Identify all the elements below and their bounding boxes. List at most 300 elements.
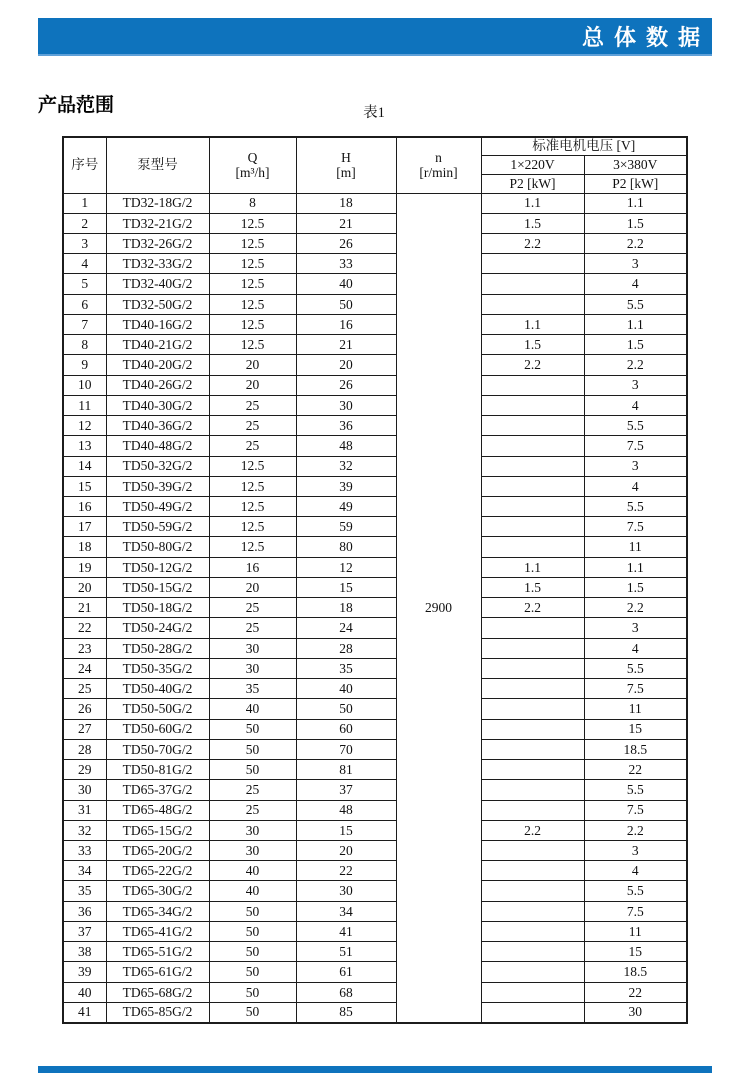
p2-380-value: 3 — [584, 456, 687, 476]
col-header-380v: 3×380V — [584, 155, 687, 174]
p2-380-value: 18.5 — [584, 962, 687, 982]
pump-model: TD65-15G/2 — [106, 820, 209, 840]
q-value: 25 — [209, 618, 296, 638]
h-value: 18 — [296, 193, 396, 213]
p2-380-value: 11 — [584, 921, 687, 941]
q-value: 50 — [209, 760, 296, 780]
table-row — [63, 962, 687, 982]
p2-380-value: 15 — [584, 942, 687, 962]
q-value: 25 — [209, 598, 296, 618]
table-caption: 表1 — [363, 105, 385, 121]
table-row — [63, 557, 687, 577]
table-row — [63, 517, 687, 537]
row-index: 20 — [63, 577, 106, 597]
row-index: 3 — [63, 233, 106, 253]
table-row — [63, 760, 687, 780]
table-row — [63, 213, 687, 233]
p2-220-value — [481, 638, 584, 658]
h-value: 50 — [296, 699, 396, 719]
n-unit: [r/min] — [419, 165, 458, 181]
h-value: 33 — [296, 254, 396, 274]
table-row — [63, 598, 687, 618]
q-value: 20 — [209, 355, 296, 375]
row-index: 4 — [63, 254, 106, 274]
pump-model: TD50-39G/2 — [106, 476, 209, 496]
p2-220-value — [481, 618, 584, 638]
pump-model: TD50-60G/2 — [106, 719, 209, 739]
p2-220-value — [481, 436, 584, 456]
n-speed-value: 2900 — [396, 193, 481, 1023]
pump-model: TD65-22G/2 — [106, 861, 209, 881]
h-value: 18 — [296, 598, 396, 618]
q-value: 16 — [209, 557, 296, 577]
p2-220-value: 1.1 — [481, 314, 584, 334]
table-row — [63, 416, 687, 436]
row-index: 34 — [63, 861, 106, 881]
h-value: 40 — [296, 274, 396, 294]
h-symbol: H — [341, 149, 351, 165]
row-index: 23 — [63, 638, 106, 658]
table-row — [63, 314, 687, 334]
table-row — [63, 274, 687, 294]
q-value: 12.5 — [209, 335, 296, 355]
p2-380-value: 2.2 — [584, 598, 687, 618]
p2-220-value — [481, 841, 584, 861]
p2-380-value: 4 — [584, 274, 687, 294]
row-index: 25 — [63, 679, 106, 699]
p2-380-value: 2.2 — [584, 233, 687, 253]
p2-220-value — [481, 921, 584, 941]
h-value: 61 — [296, 962, 396, 982]
p2-380-value: 11 — [584, 537, 687, 557]
q-value: 30 — [209, 841, 296, 861]
p2-220-value: 2.2 — [481, 355, 584, 375]
q-value: 30 — [209, 658, 296, 678]
p2-220-value — [481, 537, 584, 557]
p2-220-value — [481, 739, 584, 759]
p2-380-value: 22 — [584, 760, 687, 780]
p2-380-value: 1.5 — [584, 213, 687, 233]
h-value: 68 — [296, 982, 396, 1002]
h-value: 15 — [296, 577, 396, 597]
q-value: 12.5 — [209, 233, 296, 253]
pump-model: TD65-41G/2 — [106, 921, 209, 941]
pump-model: TD65-20G/2 — [106, 841, 209, 861]
table-row — [63, 982, 687, 1002]
pump-model: TD40-20G/2 — [106, 355, 209, 375]
table-row — [63, 699, 687, 719]
q-value: 20 — [209, 375, 296, 395]
row-index: 31 — [63, 800, 106, 820]
p2-220-value: 1.1 — [481, 557, 584, 577]
p2-220-value — [481, 1002, 584, 1022]
n-symbol: n — [435, 149, 442, 165]
q-value: 40 — [209, 699, 296, 719]
col-header-p2-220: P2 [kW] — [481, 174, 584, 193]
table-row — [63, 638, 687, 658]
p2-220-value — [481, 294, 584, 314]
q-value: 20 — [209, 577, 296, 597]
row-index: 5 — [63, 274, 106, 294]
q-value: 50 — [209, 982, 296, 1002]
table-body — [63, 193, 687, 1023]
row-index: 8 — [63, 335, 106, 355]
p2-380-value: 11 — [584, 699, 687, 719]
pump-model: TD65-30G/2 — [106, 881, 209, 901]
h-value: 51 — [296, 942, 396, 962]
row-index: 17 — [63, 517, 106, 537]
q-value: 12.5 — [209, 274, 296, 294]
pump-model: TD50-70G/2 — [106, 739, 209, 759]
pump-model: TD32-50G/2 — [106, 294, 209, 314]
q-value: 25 — [209, 416, 296, 436]
p2-220-value — [481, 861, 584, 881]
p2-380-value: 2.2 — [584, 820, 687, 840]
row-index: 21 — [63, 598, 106, 618]
p2-380-value: 3 — [584, 254, 687, 274]
row-index: 19 — [63, 557, 106, 577]
h-value: 48 — [296, 800, 396, 820]
p2-380-value: 18.5 — [584, 739, 687, 759]
h-value: 12 — [296, 557, 396, 577]
row-index: 38 — [63, 942, 106, 962]
table-row — [63, 254, 687, 274]
row-index: 26 — [63, 699, 106, 719]
h-value: 40 — [296, 679, 396, 699]
row-index: 35 — [63, 881, 106, 901]
p2-220-value — [481, 800, 584, 820]
q-value: 50 — [209, 962, 296, 982]
h-value: 59 — [296, 517, 396, 537]
table-row — [63, 658, 687, 678]
row-index: 16 — [63, 497, 106, 517]
q-value: 8 — [209, 193, 296, 213]
p2-380-value: 5.5 — [584, 497, 687, 517]
table-row — [63, 841, 687, 861]
table-header — [63, 137, 687, 193]
h-value: 16 — [296, 314, 396, 334]
h-value: 60 — [296, 719, 396, 739]
h-value: 20 — [296, 355, 396, 375]
product-range-table — [62, 136, 688, 1024]
h-value: 26 — [296, 233, 396, 253]
q-value: 12.5 — [209, 517, 296, 537]
table-row — [63, 497, 687, 517]
p2-380-value: 1.5 — [584, 335, 687, 355]
p2-380-value: 4 — [584, 638, 687, 658]
p2-380-value: 3 — [584, 841, 687, 861]
q-value: 50 — [209, 901, 296, 921]
table-row — [63, 861, 687, 881]
h-value: 85 — [296, 1002, 396, 1022]
p2-380-value: 4 — [584, 395, 687, 415]
col-header-q — [209, 137, 296, 193]
section-title: 产品范围 — [38, 95, 115, 116]
p2-380-value: 7.5 — [584, 517, 687, 537]
row-index: 11 — [63, 395, 106, 415]
h-value: 48 — [296, 436, 396, 456]
pump-model: TD65-51G/2 — [106, 942, 209, 962]
p2-220-value — [481, 719, 584, 739]
pump-model: TD65-85G/2 — [106, 1002, 209, 1022]
table-row — [63, 577, 687, 597]
pump-model: TD40-36G/2 — [106, 416, 209, 436]
h-value: 36 — [296, 416, 396, 436]
pump-model: TD65-68G/2 — [106, 982, 209, 1002]
h-value: 21 — [296, 335, 396, 355]
q-value: 25 — [209, 436, 296, 456]
q-value: 12.5 — [209, 314, 296, 334]
p2-220-value — [481, 375, 584, 395]
h-value: 28 — [296, 638, 396, 658]
table-row — [63, 294, 687, 314]
q-value: 25 — [209, 780, 296, 800]
p2-380-value: 2.2 — [584, 355, 687, 375]
q-value: 50 — [209, 942, 296, 962]
table-row — [63, 436, 687, 456]
table-row — [63, 335, 687, 355]
pump-model: TD65-34G/2 — [106, 901, 209, 921]
table-row — [63, 901, 687, 921]
row-index: 6 — [63, 294, 106, 314]
p2-380-value: 5.5 — [584, 416, 687, 436]
pump-model: TD32-18G/2 — [106, 193, 209, 213]
pump-model: TD65-37G/2 — [106, 780, 209, 800]
p2-380-value: 3 — [584, 618, 687, 638]
q-value: 50 — [209, 921, 296, 941]
q-value: 40 — [209, 881, 296, 901]
table-row — [63, 921, 687, 941]
p2-220-value — [481, 679, 584, 699]
row-index: 36 — [63, 901, 106, 921]
p2-380-value: 5.5 — [584, 780, 687, 800]
h-value: 24 — [296, 618, 396, 638]
page-header-title: 总体数据 — [581, 24, 710, 50]
table-row — [63, 618, 687, 638]
pump-model: TD50-28G/2 — [106, 638, 209, 658]
pump-model: TD32-33G/2 — [106, 254, 209, 274]
pump-model: TD65-61G/2 — [106, 962, 209, 982]
p2-220-value: 2.2 — [481, 233, 584, 253]
table-row — [63, 375, 687, 395]
row-index: 27 — [63, 719, 106, 739]
pump-model: TD50-49G/2 — [106, 497, 209, 517]
row-index: 33 — [63, 841, 106, 861]
h-value: 39 — [296, 476, 396, 496]
q-unit: [m³/h] — [235, 165, 270, 181]
row-index: 10 — [63, 375, 106, 395]
p2-380-value: 15 — [584, 719, 687, 739]
table-row — [63, 355, 687, 375]
pump-model: TD50-35G/2 — [106, 658, 209, 678]
row-index: 12 — [63, 416, 106, 436]
p2-220-value — [481, 881, 584, 901]
q-value: 30 — [209, 638, 296, 658]
h-value: 41 — [296, 921, 396, 941]
p2-220-value — [481, 699, 584, 719]
q-value: 12.5 — [209, 294, 296, 314]
h-value: 15 — [296, 820, 396, 840]
p2-380-value: 3 — [584, 375, 687, 395]
row-index: 2 — [63, 213, 106, 233]
p2-220-value — [481, 517, 584, 537]
h-value: 80 — [296, 537, 396, 557]
col-header-index: 序号 — [63, 137, 106, 193]
table-row — [63, 1002, 687, 1022]
p2-220-value: 1.1 — [481, 193, 584, 213]
table-row — [63, 233, 687, 253]
q-value: 50 — [209, 719, 296, 739]
h-value: 30 — [296, 881, 396, 901]
table-row — [63, 820, 687, 840]
pump-model: TD40-16G/2 — [106, 314, 209, 334]
h-value: 22 — [296, 861, 396, 881]
row-index: 9 — [63, 355, 106, 375]
row-index: 39 — [63, 962, 106, 982]
h-value: 30 — [296, 395, 396, 415]
p2-380-value: 1.1 — [584, 557, 687, 577]
pump-model: TD65-48G/2 — [106, 800, 209, 820]
p2-220-value — [481, 497, 584, 517]
p2-220-value — [481, 658, 584, 678]
p2-220-value — [481, 254, 584, 274]
row-index: 7 — [63, 314, 106, 334]
p2-380-value: 5.5 — [584, 658, 687, 678]
pump-model: TD50-18G/2 — [106, 598, 209, 618]
p2-220-value: 1.5 — [481, 335, 584, 355]
row-index: 18 — [63, 537, 106, 557]
p2-220-value — [481, 456, 584, 476]
p2-380-value: 1.5 — [584, 577, 687, 597]
table-row — [63, 739, 687, 759]
q-value: 25 — [209, 395, 296, 415]
pump-model: TD40-26G/2 — [106, 375, 209, 395]
h-value: 70 — [296, 739, 396, 759]
row-index: 15 — [63, 476, 106, 496]
q-value: 12.5 — [209, 537, 296, 557]
p2-380-value: 1.1 — [584, 193, 687, 213]
q-value: 12.5 — [209, 456, 296, 476]
row-index: 32 — [63, 820, 106, 840]
table-row — [63, 881, 687, 901]
p2-380-value: 30 — [584, 1002, 687, 1022]
table-row — [63, 456, 687, 476]
h-value: 21 — [296, 213, 396, 233]
q-value: 12.5 — [209, 497, 296, 517]
row-index: 30 — [63, 780, 106, 800]
q-symbol: Q — [247, 149, 258, 165]
pump-model: TD32-26G/2 — [106, 233, 209, 253]
p2-220-value — [481, 274, 584, 294]
table-row — [63, 193, 687, 213]
q-value: 50 — [209, 739, 296, 759]
h-value: 34 — [296, 901, 396, 921]
table-row — [63, 537, 687, 557]
p2-380-value: 7.5 — [584, 901, 687, 921]
pump-model: TD50-59G/2 — [106, 517, 209, 537]
p2-380-value: 7.5 — [584, 679, 687, 699]
p2-380-value: 7.5 — [584, 800, 687, 820]
pump-model: TD40-30G/2 — [106, 395, 209, 415]
p2-220-value — [481, 760, 584, 780]
pump-model: TD50-81G/2 — [106, 760, 209, 780]
pump-model: TD50-80G/2 — [106, 537, 209, 557]
pump-model: TD50-50G/2 — [106, 699, 209, 719]
p2-220-value — [481, 395, 584, 415]
q-value: 30 — [209, 820, 296, 840]
row-index: 24 — [63, 658, 106, 678]
q-value: 40 — [209, 861, 296, 881]
pump-model: TD32-21G/2 — [106, 213, 209, 233]
table-row — [63, 476, 687, 496]
p2-220-value — [481, 962, 584, 982]
p2-220-value: 2.2 — [481, 598, 584, 618]
col-header-n — [396, 137, 481, 193]
p2-380-value: 1.1 — [584, 314, 687, 334]
h-value: 37 — [296, 780, 396, 800]
p2-220-value — [481, 476, 584, 496]
q-value: 25 — [209, 800, 296, 820]
table-row — [63, 800, 687, 820]
p2-220-value: 1.5 — [481, 577, 584, 597]
pump-model: TD50-15G/2 — [106, 577, 209, 597]
q-value: 50 — [209, 1002, 296, 1022]
h-value: 35 — [296, 658, 396, 678]
pump-model: TD50-40G/2 — [106, 679, 209, 699]
footer-bar — [38, 1066, 712, 1073]
table-row — [63, 395, 687, 415]
h-value: 50 — [296, 294, 396, 314]
table-row — [63, 679, 687, 699]
row-index: 41 — [63, 1002, 106, 1022]
p2-380-value: 4 — [584, 476, 687, 496]
pump-model: TD40-21G/2 — [106, 335, 209, 355]
p2-220-value: 2.2 — [481, 820, 584, 840]
pump-model: TD50-24G/2 — [106, 618, 209, 638]
p2-220-value — [481, 982, 584, 1002]
q-value: 12.5 — [209, 254, 296, 274]
row-index: 13 — [63, 436, 106, 456]
p2-220-value — [481, 780, 584, 800]
pump-model: TD40-48G/2 — [106, 436, 209, 456]
h-value: 32 — [296, 456, 396, 476]
q-value: 12.5 — [209, 213, 296, 233]
table-row — [63, 942, 687, 962]
row-index: 14 — [63, 456, 106, 476]
p2-380-value: 5.5 — [584, 294, 687, 314]
col-header-p2-380: P2 [kW] — [584, 174, 687, 193]
table-row — [63, 780, 687, 800]
row-index: 37 — [63, 921, 106, 941]
h-value: 26 — [296, 375, 396, 395]
p2-380-value: 5.5 — [584, 881, 687, 901]
h-unit: [m] — [336, 165, 356, 181]
col-header-voltage-group: 标准电机电压 [V] — [481, 137, 687, 155]
row-index: 29 — [63, 760, 106, 780]
q-value: 35 — [209, 679, 296, 699]
row-index: 22 — [63, 618, 106, 638]
row-index: 1 — [63, 193, 106, 213]
p2-220-value: 1.5 — [481, 213, 584, 233]
p2-220-value — [481, 416, 584, 436]
col-header-h — [296, 137, 396, 193]
p2-220-value — [481, 942, 584, 962]
pump-model: TD50-32G/2 — [106, 456, 209, 476]
p2-380-value: 7.5 — [584, 436, 687, 456]
header-bar — [38, 18, 712, 56]
p2-380-value: 22 — [584, 982, 687, 1002]
h-value: 20 — [296, 841, 396, 861]
